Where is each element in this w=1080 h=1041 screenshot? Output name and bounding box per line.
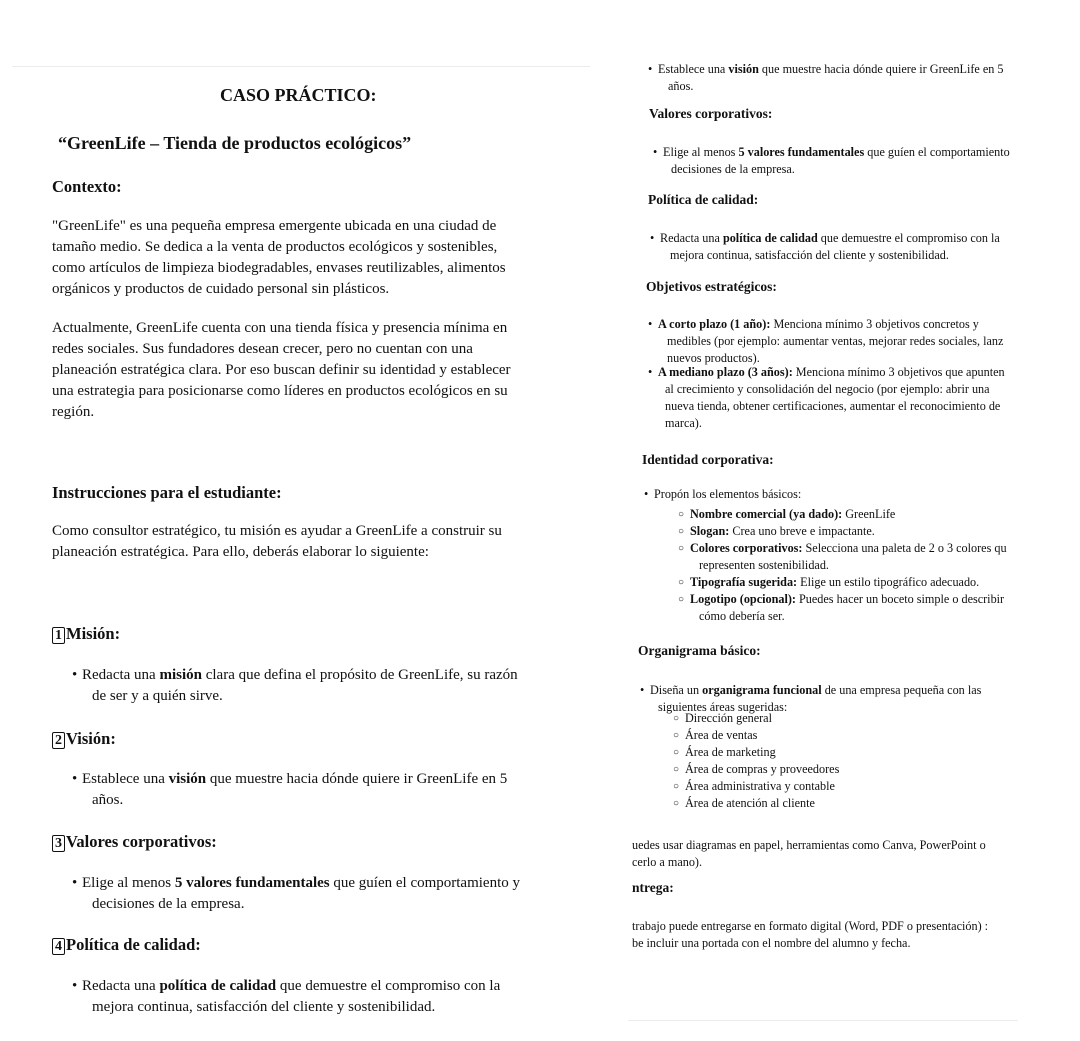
text-line: redes sociales. Sus fundadores desean crecer, pero no cuentan con una <box>52 341 473 357</box>
list-item: ○ Logotipo (opcional): Puedes hacer un boceto simple o describir <box>690 591 1007 608</box>
section-title: Política de calidad: <box>66 935 201 954</box>
corto-plazo-bullet <box>658 316 1003 367</box>
entrega-paragraph <box>632 918 988 952</box>
text-line: trabajo puede entregarse en formato digital (Word, PDF o presentación) : <box>632 919 989 933</box>
bullet-continuation: al crecimiento y consolidación del negocio (por ejemplo: abrir una <box>665 382 990 396</box>
vision-bullet <box>82 769 507 811</box>
list-item: ○ Nombre comercial (ya dado): GreenLife <box>690 506 1007 523</box>
bullet-continuation: nuevos productos). <box>667 351 760 365</box>
valores-bullet <box>82 873 520 915</box>
bullet-continuation: marca). <box>665 416 702 430</box>
section-title: Misión: <box>66 624 121 643</box>
text-line: como artículos de limpieza biodegradables, envases reutilizables, alimentos <box>52 260 506 276</box>
text-line: be incluir una portada con el nombre del alumno y fecha. <box>632 936 911 950</box>
bullet-line: • A corto plazo (1 año): Menciona mínimo 3 objetivos concretos y <box>658 316 1003 333</box>
calidad-bullet <box>660 230 1000 264</box>
text-line: uedes usar diagramas en papel, herramientas como Canva, PowerPoint o <box>632 838 986 852</box>
entrega-heading: ntrega: <box>632 880 674 895</box>
bullet-continuation: mejora continua, satisfacción del cliente y sostenibilidad. <box>670 248 949 262</box>
section-number: 1 <box>52 627 65 644</box>
list-item: ○ Área de compras y proveedores <box>685 761 839 778</box>
contexto-paragraph-2 <box>52 318 511 423</box>
section-title: Valores corporativos: <box>66 832 217 851</box>
mision-heading <box>52 624 120 644</box>
list-item-continuation: cómo debería ser. <box>699 609 785 623</box>
page-bottom-rule <box>628 1020 1018 1021</box>
bullet-continuation: medibles (por ejemplo: aumentar ventas, mejorar redes sociales, lanz <box>667 334 1004 348</box>
valores-heading: Valores corporativos: <box>649 106 773 121</box>
text-line: tamaño medio. Se dedica a la venta de productos ecológicos y sostenibles, <box>52 239 498 255</box>
vision-heading <box>52 729 116 749</box>
document-subtitle: “GreenLife – Tienda de productos ecológicos” <box>58 133 412 153</box>
identidad-heading: Identidad corporativa: <box>642 452 774 467</box>
section-number: 3 <box>52 835 65 852</box>
bullet-continuation: mejora continua, satisfacción del cliente y sostenibilidad. <box>92 999 436 1015</box>
text-line: planeación estratégica. Para ello, deberás elaborar lo siguiente: <box>52 544 429 560</box>
text-line: orgánicos y productos de cuidado personal sin plásticos. <box>52 281 390 297</box>
bullet-line: • Redacta una misión clara que defina el propósito de GreenLife, su razón <box>82 665 518 686</box>
bullet-line: • Redacta una política de calidad que demuestre el compromiso con la <box>660 230 1000 247</box>
text-line: región. <box>52 404 95 420</box>
bullet-line: • Redacta una política de calidad que demuestre el compromiso con la <box>82 976 500 997</box>
calidad-bullet <box>82 976 500 1018</box>
text-line: planeación estratégica clara. Por eso buscan definir su identidad y establecer <box>52 362 511 378</box>
bullet-line: • Elige al menos 5 valores fundamentales que guíen el comportamiento <box>663 144 1010 161</box>
bullet-continuation: decisiones de la empresa. <box>671 162 795 176</box>
contexto-paragraph-1 <box>52 216 506 300</box>
list-item-continuation: representen sostenibilidad. <box>699 558 829 572</box>
bullet-line: • Establece una visión que muestre hacia dónde quiere ir GreenLife en 5 <box>658 61 1004 78</box>
text-line: una estrategia para posicionarse como líderes en productos ecológicos en su <box>52 383 508 399</box>
left-page <box>12 66 590 1041</box>
bullet-line: • A mediano plazo (3 años): Menciona mínimo 3 objetivos que apunten <box>658 364 1005 381</box>
bullet-line: • Establece una visión que muestre hacia dónde quiere ir GreenLife en 5 <box>82 769 507 790</box>
bullet-line: • Elige al menos 5 valores fundamentales que guíen el comportamiento y <box>82 873 520 894</box>
bullet-continuation: decisiones de la empresa. <box>92 896 245 912</box>
vision-bullet <box>658 61 1004 95</box>
list-item: ○ Colores corporativos: Selecciona una paleta de 2 o 3 colores qu <box>690 540 1007 557</box>
text-line: cerlo a mano). <box>632 855 703 869</box>
identidad-list <box>690 506 1007 625</box>
text-line: Como consultor estratégico, tu misión es ayudar a GreenLife a construir su <box>52 523 502 539</box>
bullet-continuation: nueva tienda, obtener certificaciones, aumentar el reconocimiento de <box>665 399 1001 413</box>
calidad-heading: Política de calidad: <box>648 192 759 207</box>
list-item: ○ Slogan: Crea uno breve e impactante. <box>690 523 1007 540</box>
identidad-bullet <box>654 486 801 503</box>
valores-bullet <box>663 144 1010 178</box>
text-line: "GreenLife" es una pequeña empresa emergente ubicada en una ciudad de <box>52 218 497 234</box>
right-page <box>628 0 1080 1040</box>
mediano-plazo-bullet <box>658 364 1005 432</box>
instrucciones-heading: Instrucciones para el estudiante: <box>52 483 282 502</box>
bullet-continuation: años. <box>668 79 694 93</box>
puedes-paragraph <box>632 837 986 871</box>
instrucciones-paragraph <box>52 521 502 563</box>
list-item: ○ Área de ventas <box>685 727 839 744</box>
bullet-continuation: siguientes áreas sugeridas: <box>658 700 788 714</box>
list-item: ○ Tipografía sugerida: Elige un estilo tipográfico adecuado. <box>690 574 1007 591</box>
section-number: 4 <box>52 938 65 955</box>
calidad-heading <box>52 935 201 955</box>
mision-bullet <box>82 665 518 707</box>
section-number: 2 <box>52 732 65 749</box>
text-line: Actualmente, GreenLife cuenta con una tienda física y presencia mínima en <box>52 320 508 336</box>
document-title: CASO PRÁCTICO: <box>220 85 377 105</box>
list-item: ○ Área administrativa y contable <box>685 778 839 795</box>
objetivos-heading: Objetivos estratégicos: <box>646 279 777 294</box>
organigrama-list <box>685 710 839 812</box>
contexto-heading: Contexto: <box>52 177 122 196</box>
bullet-line: • Diseña un organigrama funcional de una empresa pequeña con las <box>650 682 981 699</box>
list-item: ○ Dirección general <box>685 710 839 727</box>
bullet-continuation: de ser y a quién sirve. <box>92 688 223 704</box>
list-item: ○ Área de marketing <box>685 744 839 761</box>
list-item: ○ Área de atención al cliente <box>685 795 839 812</box>
bullet-continuation: años. <box>92 792 124 808</box>
section-title: Visión: <box>66 729 116 748</box>
organigrama-heading: Organigrama básico: <box>638 643 761 658</box>
bullet-line: • Propón los elementos básicos: <box>654 486 801 503</box>
valores-heading <box>52 832 217 852</box>
